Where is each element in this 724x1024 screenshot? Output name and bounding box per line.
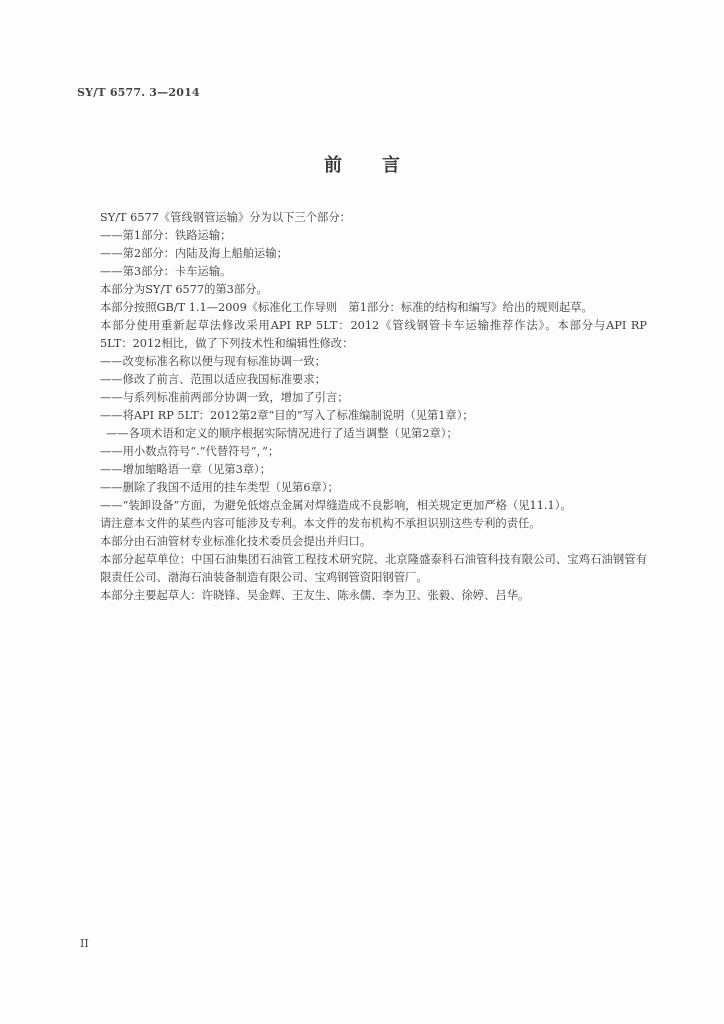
list-item-change-2: ——修改了前言、范围以适应我国标准要求；: [100, 373, 326, 386]
title-char-1: 前: [324, 155, 342, 176]
paragraph-part-statement: 本部分为SY/T 6577的第3部分。: [100, 283, 268, 296]
list-item-change-7: ——增加缩略语一章（见第3章）；: [100, 463, 271, 476]
list-item-change-6: ——用小数点符号“.”代替符号“，”；: [100, 445, 280, 458]
title-char-2: 言: [382, 155, 400, 176]
list-item-part1: ——第1部分：铁路运输；: [100, 229, 232, 242]
list-item-change-8: ——删除了我国不适用的挂车类型（见第6章）；: [100, 481, 339, 494]
paragraph-drafting-rules: 本部分按照GB/T 1.1—2009《标准化工作导则 第1部分：标准的结构和编写》给出的规则起草。: [100, 301, 593, 314]
standard-code-header: SY/T 6577. 3—2014: [77, 86, 200, 99]
list-item-change-9: ——“装卸设备”方面，为避免低熔点金属对焊缝造成不良影响，相关规定更加严格（见11.1）。: [100, 499, 572, 512]
page-number: II: [80, 937, 89, 950]
page-title: [0, 151, 724, 177]
paragraph-intro: SY/T 6577《管线钢管运输》分为以下三个部分：: [100, 211, 351, 224]
foreword-body: [77, 209, 647, 605]
list-item-change-1: ——改变标准名称以便与现有标准协调一致；: [100, 355, 326, 368]
list-item-change-3: ——与系列标准前两部分协调一致，增加了引言；: [100, 391, 349, 404]
paragraph-adoption: 本部分使用重新起草法修改采用API RP 5LT：2012《管线钢管卡车运输推荐作法》。本部分与API RP 5LT：2012相比，做了下列技术性和编辑性修改：: [100, 319, 647, 350]
list-item-change-5: ——各项术语和定义的顺序根据实际情况进行了适当调整（见第2章）；: [106, 427, 458, 440]
list-item-part3: ——第3部分：卡车运输。: [100, 265, 232, 278]
list-item-part2: ——第2部分：内陆及海上船舶运输；: [100, 247, 288, 260]
paragraph-patent-notice: 请注意本文件的某些内容可能涉及专利。本文件的发布机构不承担识别这些专利的责任。: [100, 517, 541, 530]
paragraph-drafters: 本部分主要起草人：许晓锋、吴金辉、王友生、陈永儒、李为卫、张毅、徐婷、吕华。: [100, 589, 530, 602]
paragraph-drafting-units: 本部分起草单位：中国石油集团石油管工程技术研究院、北京隆盛泰科石油管科技有限公司、宝鸡石油钢管有限责任公司、渤海石油装备制造有限公司、宝鸡钢管资阳钢管厂。: [100, 553, 647, 584]
list-item-change-4: ——将API RP 5LT：2012第2章“目的”写入了标准编制说明（见第1章）；: [100, 409, 474, 422]
paragraph-proposer: 本部分由石油管材专业标准化技术委员会提出并归口。: [100, 535, 372, 548]
